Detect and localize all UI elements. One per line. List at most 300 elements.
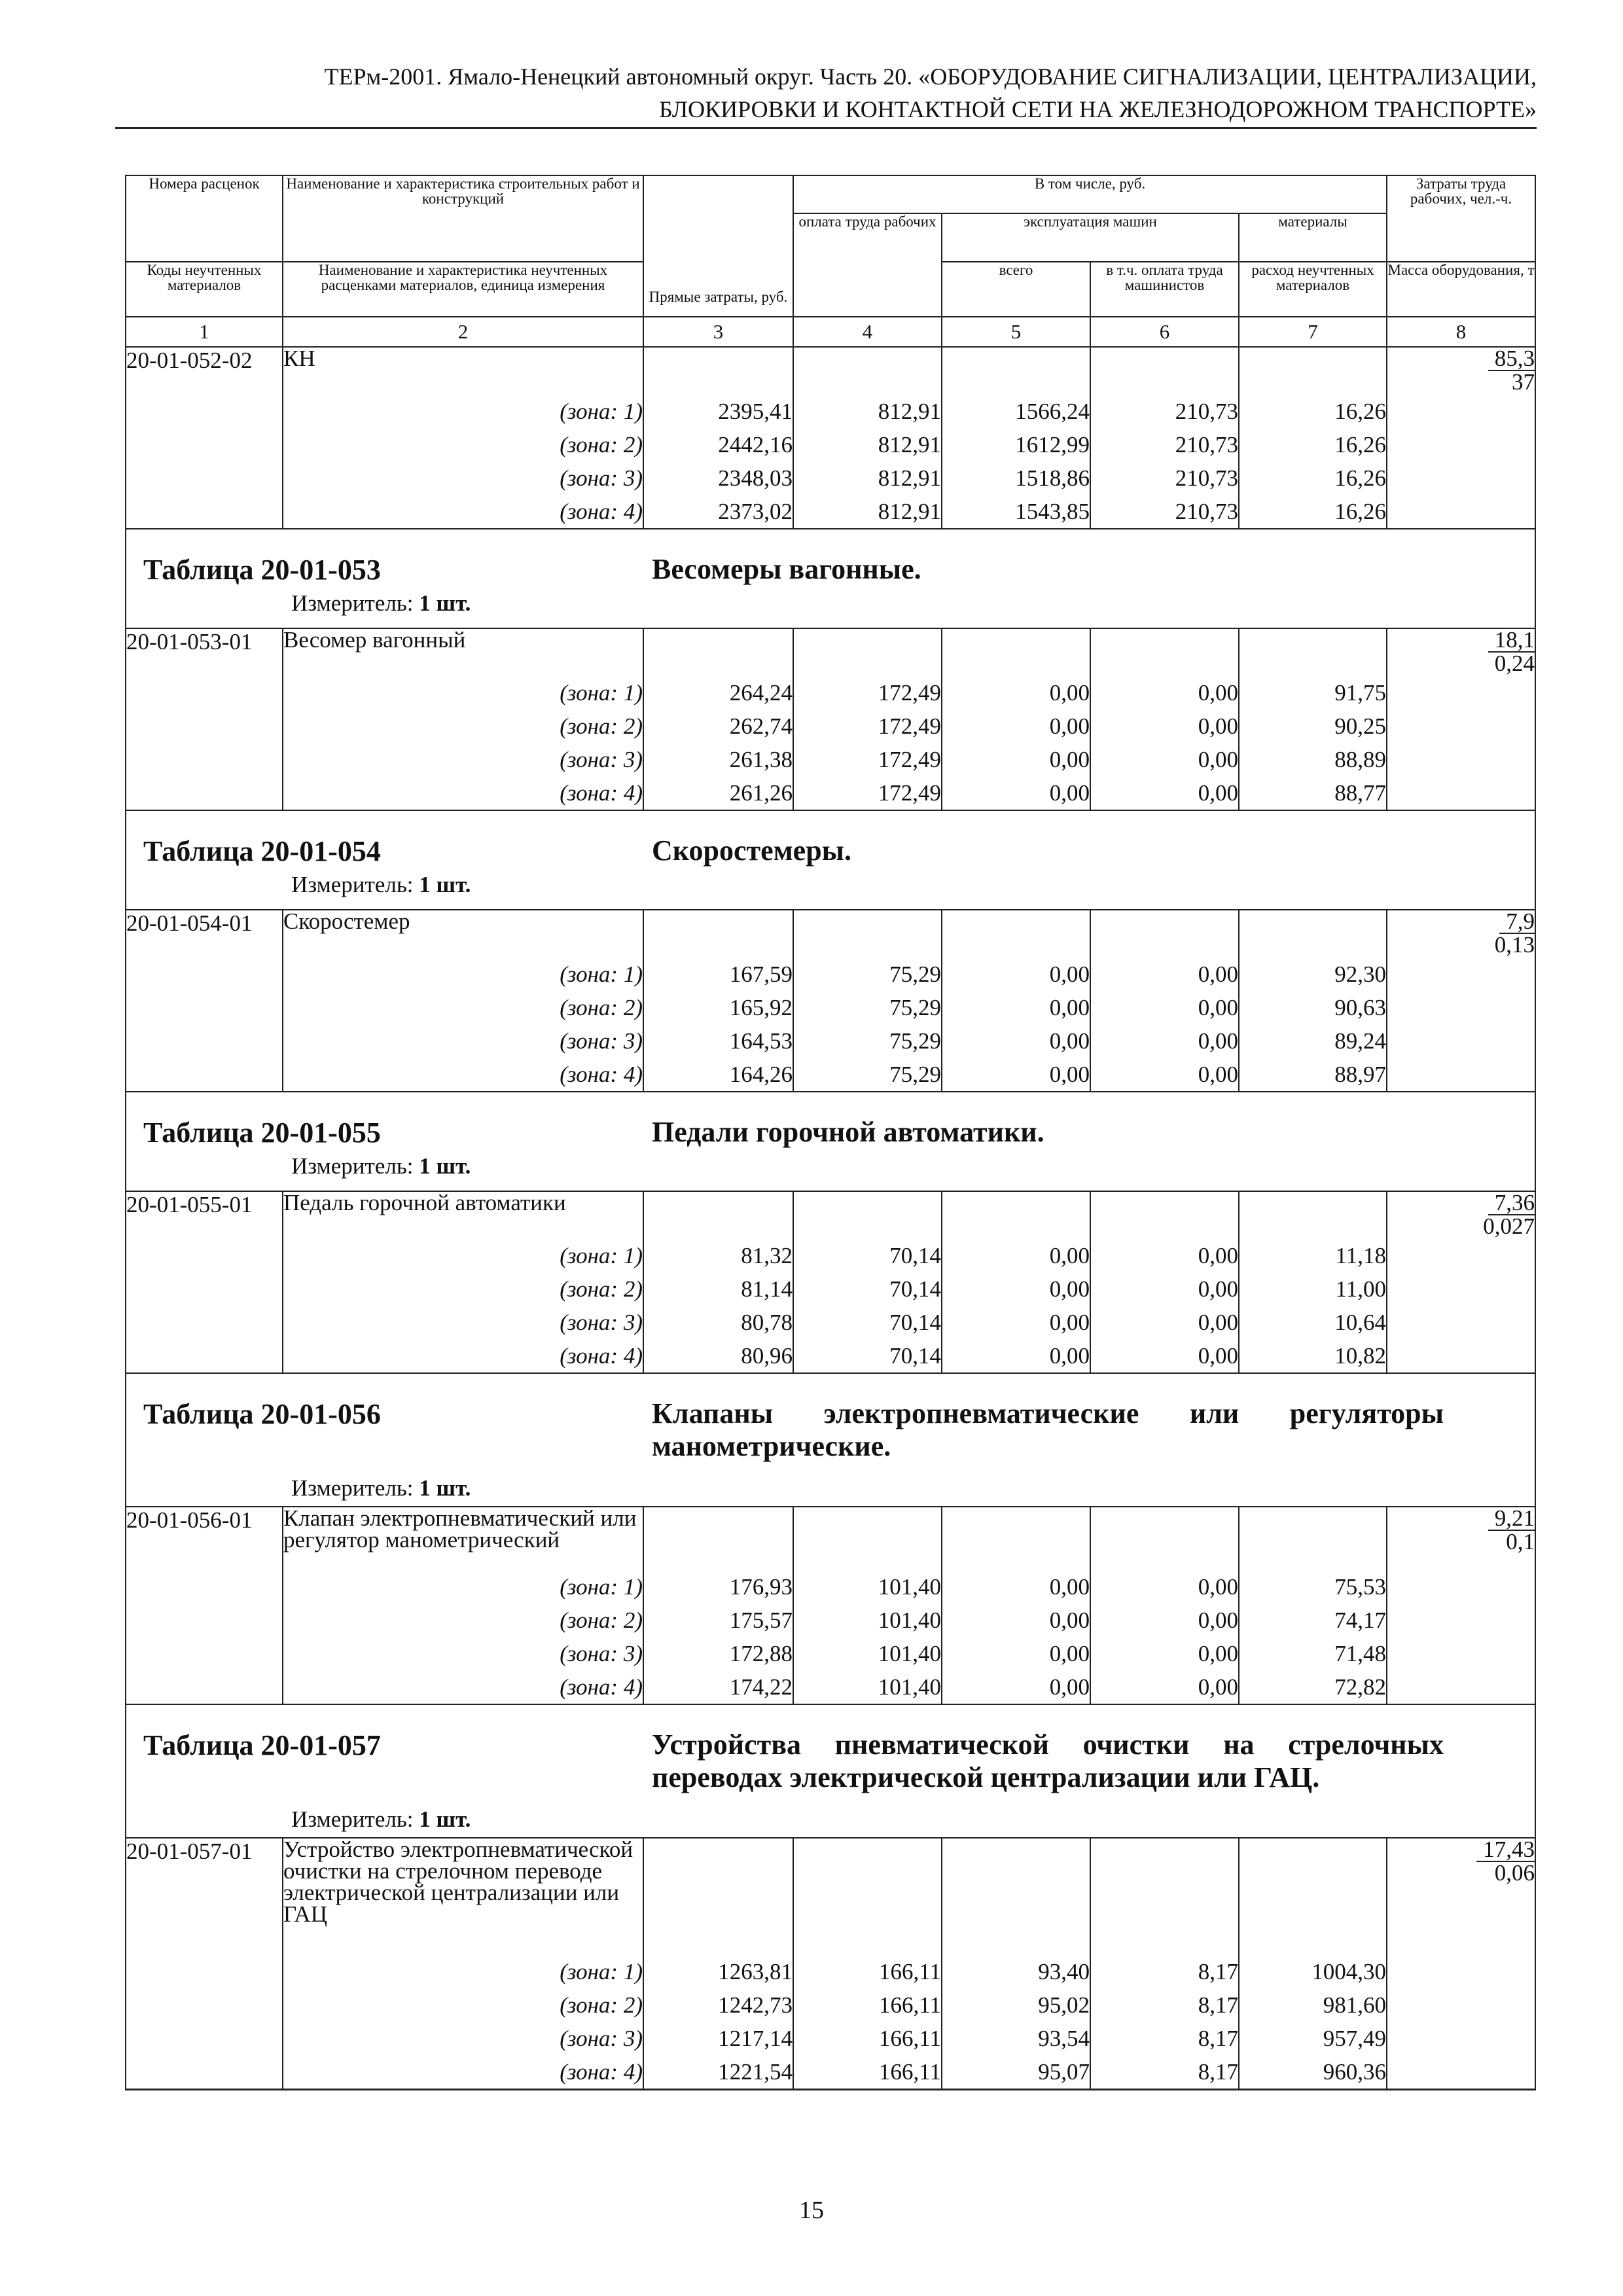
machinist-pay-value: 0,00 <box>1090 1239 1239 1272</box>
empty-cell <box>126 743 283 776</box>
empty-cell <box>643 910 793 958</box>
labor-pay-value: 75,29 <box>793 1058 942 1092</box>
direct-costs-value: 2373,02 <box>643 495 793 529</box>
machinist-pay-value: 0,00 <box>1090 1604 1239 1637</box>
equipment-mass-value: 0,1 <box>1506 1529 1535 1554</box>
empty-cell <box>793 1191 942 1239</box>
empty-cell <box>1090 347 1239 395</box>
col-head-machines: эксплуатация машин <box>942 213 1239 262</box>
empty-cell <box>1090 1191 1239 1239</box>
materials-value: 16,26 <box>1239 428 1387 461</box>
empty-cell <box>1090 1507 1239 1570</box>
zone-row <box>126 1272 1535 1306</box>
item-row <box>126 628 1535 676</box>
empty-cell <box>126 1670 283 1704</box>
machines-total-value: 0,00 <box>942 1306 1090 1339</box>
table-title-row <box>126 810 1535 910</box>
empty-cell <box>1090 910 1239 958</box>
zone-row <box>126 1637 1535 1670</box>
zone-row <box>126 1570 1535 1604</box>
machines-total-value: 0,00 <box>942 1024 1090 1058</box>
machinist-pay-value: 0,00 <box>1090 1272 1239 1306</box>
empty-cell <box>793 910 942 958</box>
empty-cell <box>126 776 283 810</box>
machines-total-value: 0,00 <box>942 676 1090 709</box>
norms-table <box>125 175 1536 2090</box>
materials-value: 10,82 <box>1239 1339 1387 1373</box>
col-head-direct-costs: Прямые затраты, руб. <box>643 175 793 317</box>
materials-value: 75,53 <box>1239 1570 1387 1604</box>
labor-mass-fraction <box>1387 1838 1535 2090</box>
col-num: 4 <box>793 317 942 347</box>
rate-code: 20-01-054-01 <box>126 910 283 958</box>
empty-cell <box>126 428 283 461</box>
machines-total-value: 0,00 <box>942 1570 1090 1604</box>
direct-costs-value: 172,88 <box>643 1637 793 1670</box>
measure-label: Измеритель: <box>291 1806 414 1832</box>
materials-value: 88,89 <box>1239 743 1387 776</box>
empty-cell <box>126 1955 283 1988</box>
equipment-mass-value: 0,13 <box>1494 932 1535 958</box>
empty-cell <box>126 991 283 1024</box>
running-header-line1: ТЕРм-2001. Ямало-Ненецкий автономный округ. Часть 20. «ОБОРУДОВАНИЕ СИГНАЛИЗАЦИИ, ЦЕНТРАЛИЗАЦИИ, <box>324 63 1537 90</box>
zone-label: (зона: 4) <box>283 1339 643 1373</box>
zone-row <box>126 709 1535 743</box>
materials-value: 71,48 <box>1239 1637 1387 1670</box>
table-title-row <box>126 1373 1535 1507</box>
measure-line <box>291 1475 471 1501</box>
zone-row <box>126 1058 1535 1092</box>
empty-cell <box>942 1838 1090 1955</box>
table-description: Скоростемеры. <box>652 834 852 867</box>
col-head-equipment-mass: Масса оборудования, т <box>1387 262 1535 317</box>
materials-value: 957,49 <box>1239 2022 1387 2055</box>
materials-value: 10,64 <box>1239 1306 1387 1339</box>
empty-cell <box>126 1239 283 1272</box>
zone-row <box>126 1604 1535 1637</box>
table-number: Таблица 20-01-054 <box>143 835 381 867</box>
empty-cell <box>1239 347 1387 395</box>
rate-code: 20-01-053-01 <box>126 628 283 676</box>
labor-pay-value: 812,91 <box>793 461 942 495</box>
zone-row <box>126 958 1535 991</box>
direct-costs-value: 262,74 <box>643 709 793 743</box>
labor-costs-value: 85,3 <box>1488 348 1535 371</box>
zone-label: (зона: 4) <box>283 1670 643 1704</box>
zone-label: (зона: 3) <box>283 1024 643 1058</box>
zone-row <box>126 2022 1535 2055</box>
measure-label: Измеритель: <box>291 1475 414 1501</box>
rate-code: 20-01-055-01 <box>126 1191 283 1239</box>
labor-pay-value: 75,29 <box>793 958 942 991</box>
empty-cell <box>126 2055 283 2090</box>
direct-costs-value: 164,53 <box>643 1024 793 1058</box>
zone-row <box>126 1239 1535 1272</box>
machines-total-value: 0,00 <box>942 1272 1090 1306</box>
labor-mass-fraction <box>1387 910 1535 1092</box>
machines-total-value: 0,00 <box>942 1604 1090 1637</box>
empty-cell <box>793 347 942 395</box>
machinist-pay-value: 0,00 <box>1090 1637 1239 1670</box>
col-head-mach-total: всего <box>942 262 1090 317</box>
labor-pay-value: 101,40 <box>793 1670 942 1704</box>
rate-name: КН <box>283 347 643 395</box>
materials-value: 74,17 <box>1239 1604 1387 1637</box>
direct-costs-value: 264,24 <box>643 676 793 709</box>
table-title-cell <box>126 529 1535 628</box>
empty-cell <box>942 1191 1090 1239</box>
col-head-material-name: Наименование и характеристика неучтенных расценками материалов, единица измерения <box>283 262 643 317</box>
materials-value: 90,25 <box>1239 709 1387 743</box>
zone-label: (зона: 1) <box>283 1570 643 1604</box>
empty-cell <box>126 676 283 709</box>
col-num: 1 <box>126 317 283 347</box>
table-title-block <box>126 1092 1535 1191</box>
col-num: 6 <box>1090 317 1239 347</box>
empty-cell <box>126 2022 283 2055</box>
col-num: 2 <box>283 317 643 347</box>
rate-name: Скоростемер <box>283 910 643 958</box>
col-head-materials-use: расход неучтенных материалов <box>1239 262 1387 317</box>
empty-cell <box>1239 628 1387 676</box>
table-description: Весомеры вагонные. <box>652 553 921 585</box>
empty-cell <box>942 910 1090 958</box>
labor-mass-fraction <box>1387 628 1535 810</box>
zone-label: (зона: 3) <box>283 1306 643 1339</box>
materials-value: 89,24 <box>1239 1024 1387 1058</box>
materials-value: 92,30 <box>1239 958 1387 991</box>
zone-label: (зона: 1) <box>283 1239 643 1272</box>
labor-pay-value: 812,91 <box>793 495 942 529</box>
materials-value: 16,26 <box>1239 495 1387 529</box>
materials-value: 981,60 <box>1239 1988 1387 2022</box>
labor-costs-value: 9,21 <box>1488 1507 1535 1531</box>
materials-value: 11,18 <box>1239 1239 1387 1272</box>
direct-costs-value: 261,38 <box>643 743 793 776</box>
machines-total-value: 0,00 <box>942 991 1090 1024</box>
empty-cell <box>126 461 283 495</box>
machines-total-value: 0,00 <box>942 1637 1090 1670</box>
machinist-pay-value: 0,00 <box>1090 1024 1239 1058</box>
machinist-pay-value: 0,00 <box>1090 958 1239 991</box>
empty-cell <box>1239 1838 1387 1955</box>
labor-pay-value: 70,14 <box>793 1272 942 1306</box>
zone-row <box>126 495 1535 529</box>
table-description: Клапаны электропневматические или регуляторы манометрические. <box>652 1397 1444 1462</box>
labor-pay-value: 75,29 <box>793 1024 942 1058</box>
empty-cell <box>126 1058 283 1092</box>
col-head-mach-labor: в т.ч. оплата труда машинистов <box>1090 262 1239 317</box>
table-description: Устройства пневматической очистки на стрелочных переводах электрической централизации или ГАЦ. <box>652 1729 1444 1793</box>
table-title-block <box>126 1374 1535 1506</box>
zone-label: (зона: 4) <box>283 776 643 810</box>
zone-row <box>126 1339 1535 1373</box>
machinist-pay-value: 8,17 <box>1090 1955 1239 1988</box>
labor-costs-value: 7,9 <box>1499 910 1535 934</box>
measure-unit: 1 шт. <box>419 1475 471 1501</box>
col-num: 5 <box>942 317 1090 347</box>
machinist-pay-value: 0,00 <box>1090 1306 1239 1339</box>
zone-row <box>126 428 1535 461</box>
rate-code: 20-01-057-01 <box>126 1838 283 1955</box>
machinist-pay-value: 8,17 <box>1090 2055 1239 2090</box>
table-title-cell <box>126 810 1535 910</box>
zone-label: (зона: 1) <box>283 676 643 709</box>
header-row-1 <box>126 175 1535 213</box>
zone-label: (зона: 4) <box>283 2055 643 2090</box>
direct-costs-value: 1242,73 <box>643 1988 793 2022</box>
empty-cell <box>793 628 942 676</box>
labor-mass-fraction <box>1387 1507 1535 1704</box>
zone-label: (зона: 4) <box>283 495 643 529</box>
direct-costs-value: 81,32 <box>643 1239 793 1272</box>
labor-pay-value: 70,14 <box>793 1306 942 1339</box>
machinist-pay-value: 210,73 <box>1090 428 1239 461</box>
direct-costs-value: 2442,16 <box>643 428 793 461</box>
direct-costs-value: 81,14 <box>643 1272 793 1306</box>
machines-total-value: 1543,85 <box>942 495 1090 529</box>
measure-unit: 1 шт. <box>419 590 471 616</box>
empty-cell <box>793 1838 942 1955</box>
direct-costs-value: 176,93 <box>643 1570 793 1604</box>
empty-cell <box>126 709 283 743</box>
materials-value: 90,63 <box>1239 991 1387 1024</box>
zone-row <box>126 991 1535 1024</box>
labor-pay-value: 70,14 <box>793 1339 942 1373</box>
labor-pay-value: 70,14 <box>793 1239 942 1272</box>
machines-total-value: 0,00 <box>942 1239 1090 1272</box>
col-head-material-codes: Коды неучтенных материалов <box>126 262 283 317</box>
machinist-pay-value: 0,00 <box>1090 1570 1239 1604</box>
equipment-mass-value: 0,027 <box>1483 1213 1535 1239</box>
machinist-pay-value: 8,17 <box>1090 1988 1239 2022</box>
materials-value: 88,77 <box>1239 776 1387 810</box>
running-header-line2: БЛОКИРОВКИ И КОНТАКТНОЙ СЕТИ НА ЖЕЛЕЗНОДОРОЖНОМ ТРАНСПОРТЕ» <box>658 96 1537 122</box>
machinist-pay-value: 0,00 <box>1090 1339 1239 1373</box>
materials-value: 16,26 <box>1239 461 1387 495</box>
rate-name: Весомер вагонный <box>283 628 643 676</box>
rate-name: Клапан электропневматический или регулятор манометрический <box>283 1507 643 1570</box>
direct-costs-value: 2395,41 <box>643 395 793 428</box>
empty-cell <box>793 1507 942 1570</box>
machines-total-value: 1518,86 <box>942 461 1090 495</box>
empty-cell <box>1239 1507 1387 1570</box>
empty-cell <box>942 347 1090 395</box>
labor-pay-value: 172,49 <box>793 776 942 810</box>
equipment-mass-value: 37 <box>1512 369 1535 395</box>
table-title-row <box>126 1704 1535 1838</box>
direct-costs-value: 2348,03 <box>643 461 793 495</box>
item-row <box>126 1838 1535 1955</box>
machines-total-value: 95,02 <box>942 1988 1090 2022</box>
measure-unit: 1 шт. <box>419 872 471 897</box>
zone-label: (зона: 3) <box>283 1637 643 1670</box>
zone-label: (зона: 3) <box>283 461 643 495</box>
measure-label: Измеритель: <box>291 590 414 616</box>
col-head-materials: материалы <box>1239 213 1387 262</box>
measure-unit: 1 шт. <box>419 1806 471 1832</box>
rate-code: 20-01-056-01 <box>126 1507 283 1570</box>
machinist-pay-value: 210,73 <box>1090 461 1239 495</box>
labor-mass-fraction <box>1387 1191 1535 1373</box>
table-title-cell <box>126 1704 1535 1838</box>
col-num: 8 <box>1387 317 1535 347</box>
materials-value: 91,75 <box>1239 676 1387 709</box>
machinist-pay-value: 0,00 <box>1090 776 1239 810</box>
labor-pay-value: 75,29 <box>793 991 942 1024</box>
labor-pay-value: 812,91 <box>793 395 942 428</box>
zone-label: (зона: 2) <box>283 709 643 743</box>
table-title-block <box>126 1705 1535 1837</box>
empty-cell <box>126 1272 283 1306</box>
zone-row <box>126 1024 1535 1058</box>
col-head-incl: В том числе, руб. <box>793 175 1387 213</box>
direct-costs-value: 261,26 <box>643 776 793 810</box>
direct-costs-value: 80,78 <box>643 1306 793 1339</box>
materials-value: 72,82 <box>1239 1670 1387 1704</box>
labor-costs-value: 18,1 <box>1488 629 1535 653</box>
labor-pay-value: 166,11 <box>793 2022 942 2055</box>
col-num: 3 <box>643 317 793 347</box>
table-title-block <box>126 529 1535 628</box>
labor-pay-value: 166,11 <box>793 2055 942 2090</box>
measure-label: Измеритель: <box>291 1153 414 1179</box>
machines-total-value: 0,00 <box>942 709 1090 743</box>
col-head-name: Наименование и характеристика строительных работ и конструкций <box>283 175 643 262</box>
equipment-mass-value: 0,24 <box>1494 651 1535 676</box>
labor-pay-value: 101,40 <box>793 1604 942 1637</box>
table-number: Таблица 20-01-055 <box>143 1117 381 1149</box>
direct-costs-value: 1221,54 <box>643 2055 793 2090</box>
machinist-pay-value: 210,73 <box>1090 495 1239 529</box>
machines-total-value: 1566,24 <box>942 395 1090 428</box>
measure-unit: 1 шт. <box>419 1153 471 1179</box>
empty-cell <box>942 1507 1090 1570</box>
machinist-pay-value: 0,00 <box>1090 676 1239 709</box>
labor-costs-value: 17,43 <box>1476 1839 1535 1862</box>
empty-cell <box>126 1988 283 2022</box>
empty-cell <box>126 958 283 991</box>
machinist-pay-value: 0,00 <box>1090 1058 1239 1092</box>
labor-pay-value: 172,49 <box>793 676 942 709</box>
rate-name: Устройство электропневматической очистки на стрелочном переводе электрической централизации или ГАЦ <box>283 1838 643 1955</box>
rate-name: Педаль горочной автоматики <box>283 1191 643 1239</box>
machines-total-value: 0,00 <box>942 743 1090 776</box>
measure-line <box>291 590 471 617</box>
empty-cell <box>126 395 283 428</box>
table-number: Таблица 20-01-057 <box>143 1729 381 1761</box>
zone-label: (зона: 4) <box>283 1058 643 1092</box>
machines-total-value: 93,54 <box>942 2022 1090 2055</box>
machinist-pay-value: 0,00 <box>1090 743 1239 776</box>
labor-costs-value: 7,36 <box>1488 1192 1535 1215</box>
materials-value: 88,97 <box>1239 1058 1387 1092</box>
labor-pay-value: 101,40 <box>793 1570 942 1604</box>
page-number: 15 <box>799 2197 824 2224</box>
labor-pay-value: 172,49 <box>793 743 942 776</box>
zone-row <box>126 1670 1535 1704</box>
machines-total-value: 95,07 <box>942 2055 1090 2090</box>
table-description: Педали горочной автоматики. <box>652 1116 1044 1148</box>
empty-cell <box>643 1838 793 1955</box>
equipment-mass-value: 0,06 <box>1494 1860 1535 1886</box>
direct-costs-value: 80,96 <box>643 1339 793 1373</box>
labor-pay-value: 166,11 <box>793 1988 942 2022</box>
measure-line <box>291 872 471 898</box>
table-number: Таблица 20-01-053 <box>143 554 381 586</box>
empty-cell <box>126 1339 283 1373</box>
materials-value: 11,00 <box>1239 1272 1387 1306</box>
machines-total-value: 1612,99 <box>942 428 1090 461</box>
table-title-cell <box>126 1373 1535 1507</box>
zone-label: (зона: 1) <box>283 958 643 991</box>
item-row <box>126 910 1535 958</box>
table-title-row <box>126 1092 1535 1191</box>
col-head-labor-costs: Затраты труда рабочих, чел.-ч. <box>1387 175 1535 262</box>
materials-value: 960,36 <box>1239 2055 1387 2090</box>
col-head-num-codes: Номера расценок <box>126 175 283 262</box>
empty-cell <box>1090 1838 1239 1955</box>
zone-row <box>126 743 1535 776</box>
zone-row <box>126 676 1535 709</box>
empty-cell <box>126 495 283 529</box>
direct-costs-value: 174,22 <box>643 1670 793 1704</box>
machines-total-value: 0,00 <box>942 958 1090 991</box>
materials-value: 1004,30 <box>1239 1955 1387 1988</box>
item-row <box>126 1507 1535 1570</box>
zone-label: (зона: 2) <box>283 428 643 461</box>
empty-cell <box>126 1024 283 1058</box>
measure-label: Измеритель: <box>291 872 414 897</box>
zone-row <box>126 461 1535 495</box>
zone-row <box>126 395 1535 428</box>
zone-label: (зона: 2) <box>283 1988 643 2022</box>
item-row <box>126 1191 1535 1239</box>
running-header <box>115 60 1537 129</box>
machines-total-value: 0,00 <box>942 1670 1090 1704</box>
direct-costs-value: 164,26 <box>643 1058 793 1092</box>
table-number: Таблица 20-01-056 <box>143 1398 381 1430</box>
empty-cell <box>643 628 793 676</box>
zone-label: (зона: 1) <box>283 1955 643 1988</box>
zone-label: (зона: 2) <box>283 1604 643 1637</box>
empty-cell <box>126 1570 283 1604</box>
column-number-row <box>126 317 1535 347</box>
empty-cell <box>643 347 793 395</box>
empty-cell <box>1239 910 1387 958</box>
machinist-pay-value: 0,00 <box>1090 709 1239 743</box>
zone-row <box>126 776 1535 810</box>
table-title-block <box>126 811 1535 909</box>
direct-costs-value: 167,59 <box>643 958 793 991</box>
zone-row <box>126 1955 1535 1988</box>
col-head-labor-pay: оплата труда рабочих <box>793 213 942 317</box>
table-title-cell <box>126 1092 1535 1191</box>
empty-cell <box>942 628 1090 676</box>
empty-cell <box>126 1637 283 1670</box>
labor-pay-value: 172,49 <box>793 709 942 743</box>
zone-label: (зона: 1) <box>283 395 643 428</box>
zone-label: (зона: 3) <box>283 2022 643 2055</box>
col-num: 7 <box>1239 317 1387 347</box>
labor-pay-value: 101,40 <box>793 1637 942 1670</box>
empty-cell <box>643 1191 793 1239</box>
zone-row <box>126 2055 1535 2090</box>
empty-cell <box>126 1604 283 1637</box>
machinist-pay-value: 0,00 <box>1090 1670 1239 1704</box>
materials-value: 16,26 <box>1239 395 1387 428</box>
direct-costs-value: 1217,14 <box>643 2022 793 2055</box>
